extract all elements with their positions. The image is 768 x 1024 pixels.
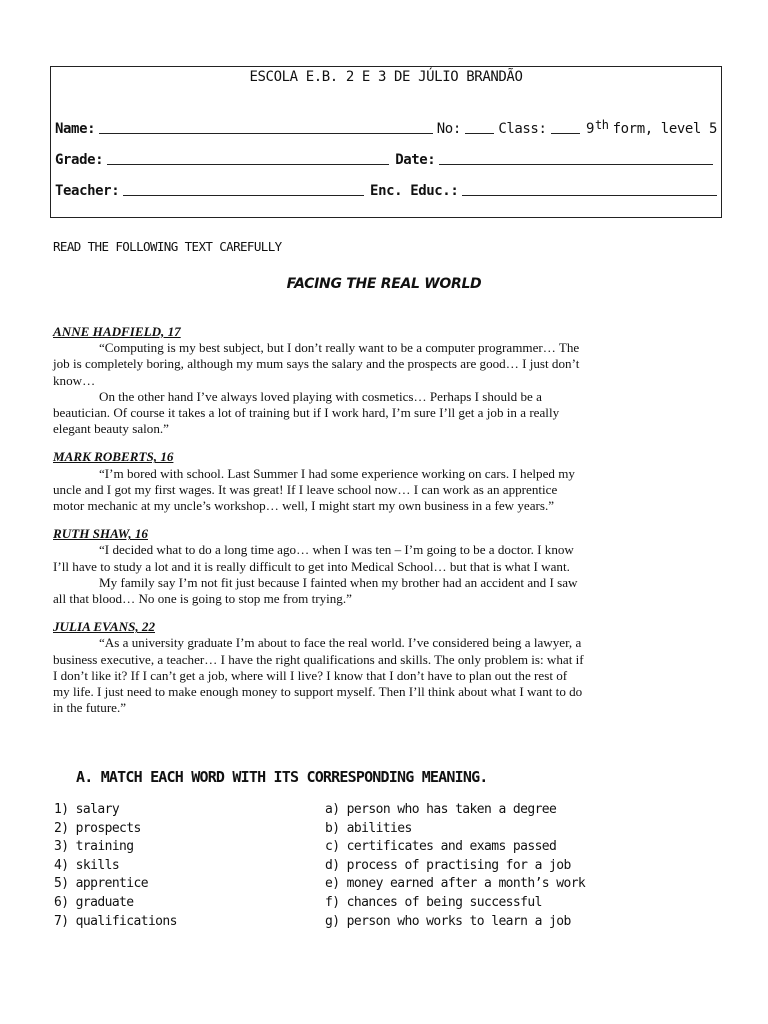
enc-educ-label: Enc. Educ.: [370, 183, 459, 199]
passage-paragraph: “Computing is my best subject, but I don’t really want to be a computer programmer… The job is completely boring, although my mum says the salary and the prospects are good… I just don’t know… [53, 340, 580, 388]
name-field[interactable] [99, 120, 433, 134]
word-item: 2) prospects [54, 820, 141, 836]
date-field[interactable] [439, 151, 713, 165]
school-name: ESCOLA E.B. 2 E 3 DE JÚLIO BRANDÃO [249, 69, 523, 85]
passage-ruth [53, 526, 585, 607]
class-label: Class: [498, 121, 547, 137]
form-number: 9 [585, 121, 594, 137]
passage-author: RUTH SHAW, 16 [53, 526, 148, 542]
meaning-item: b) abilities [325, 820, 412, 836]
form-level: form, level 5 [612, 121, 717, 137]
name-row [55, 120, 717, 137]
word-item: 7) qualifications [54, 913, 177, 929]
meaning-item: d) process of practising for a job [325, 857, 571, 873]
meaning-item: f) chances of being successful [325, 894, 542, 910]
word-item: 6) graduate [54, 894, 134, 910]
grade-label: Grade: [55, 152, 104, 168]
instruction-text: READ THE FOLLOWING TEXT CAREFULLY [53, 239, 282, 254]
student-info-box [50, 66, 722, 218]
no-label: No: [436, 121, 461, 137]
meaning-list [325, 801, 595, 931]
passage-paragraph: “I decided what to do a long time ago… when I was ten – I’m going to be a doctor. I know I’ll have to study a lot and it is really difficult to get into Medical School… but that is what I want. [53, 542, 574, 574]
passage-author: JULIA EVANS, 22 [53, 619, 155, 635]
meaning-item: a) person who has taken a degree [325, 802, 557, 817]
teacher-label: Teacher: [55, 183, 120, 199]
exercise-a-heading: A. MATCH EACH WORD WITH ITS CORRESPONDING MEANING. [76, 768, 488, 786]
word-item: 5) apprentice [54, 876, 148, 892]
word-item: 3) training [54, 839, 134, 855]
class-field[interactable] [551, 120, 580, 134]
no-field[interactable] [465, 120, 494, 134]
grade-field[interactable] [107, 151, 389, 165]
grade-row [55, 151, 717, 168]
passage-paragraph: “I’m bored with school. Last Summer I had some experience working on cars. I helped my uncle and I got my first wages. It was great! If I leave school now… I can work as an apprentice motor mechanic at my uncle’s workshop… well, I might start my own business in a few years.” [53, 465, 575, 514]
word-item: 1) salary [54, 802, 120, 817]
teacher-row [55, 182, 717, 199]
passage-paragraph: “As a university graduate I’m about to face the real world. I’ve considered being a lawyer, a business executive, a teacher… I have the right qualifications and skills. The only problem is: what if I don’t like it? If I can’t get a job, where will I live? I know that I don’t have to plan out the rest of my life. I just need to make enough money to support myself. Then I’ll think about what I want to do in the future.” [53, 635, 584, 716]
passage-paragraph: On the other hand I’ve always loved playing with cosmetics… Perhaps I should be a beautician. Of course it takes a lot of training but if I work hard, I’m sure I’ll get a job in a really elegant beauty salon.” [53, 388, 560, 437]
passage-julia [53, 619, 585, 716]
word-item: 4) skills [54, 857, 120, 873]
word-list [54, 801, 304, 931]
form-ordinal: th [594, 118, 609, 132]
teacher-field[interactable] [123, 182, 364, 196]
reading-title: FACING THE REAL WORLD [286, 276, 482, 292]
enc-educ-field[interactable] [462, 182, 717, 196]
meaning-item: e) money earned after a month’s work [325, 876, 586, 892]
name-label: Name: [55, 121, 96, 137]
passage-author: MARK ROBERTS, 16 [53, 449, 174, 465]
meaning-item: g) person who works to learn a job [325, 913, 571, 929]
passage-anne [53, 324, 585, 437]
passage-paragraph: My family say I’m not fit just because I fainted when my brother had an accident and I saw all that blood… No one is going to stop me from trying.” [53, 574, 578, 607]
date-label: Date: [395, 152, 436, 168]
passage-author: ANNE HADFIELD, 17 [53, 324, 181, 339]
passage-mark [53, 449, 585, 514]
meaning-item: c) certificates and exams passed [325, 839, 557, 855]
reading-passages [53, 324, 585, 728]
